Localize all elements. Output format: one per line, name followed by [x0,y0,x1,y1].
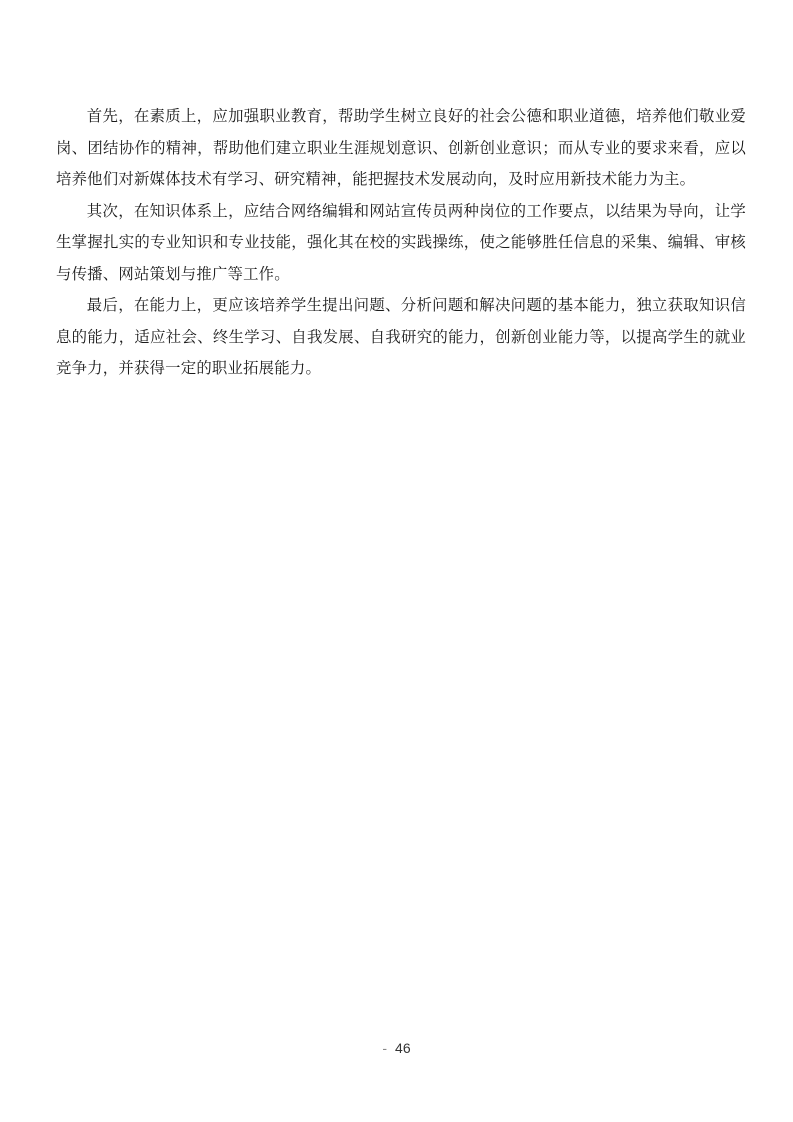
paragraph-ability: 最后，在能力上，更应该培养学生提出问题、分析问题和解决问题的基本能力，独立获取知识信息的能力，适应社会、终生学习、自我发展、自我研究的能力，创新创业能力等，以提高学生的就业竞争力，并获得一定的职业拓展能力。 [56,296,746,377]
paragraph-knowledge-system: 其次，在知识体系上，应结合网络编辑和网站宣传员两种岗位的工作要点，以结果为导向，让学生掌握扎实的专业知识和专业技能，强化其在校的实践操练，使之能够胜任信息的采集、编辑、审核与传播、网站策划与推广等工作。 [56,201,746,283]
paragraph-quality: 首先，在素质上，应加强职业教育，帮助学生树立良好的社会公德和职业道德，培养他们敬业爱岗、团结协作的精神，帮助他们建立职业生涯规划意识、创新创业意识；而从专业的要求来看，应以培养他们对新媒体技术有学习、研究精神，能把握技术发展动向，及时应用新技术能力为主。 [56,107,746,188]
footer-dash: - [382,1040,388,1056]
page-number: 46 [395,1040,411,1056]
body-text [56,101,746,385]
page-footer [0,1040,793,1056]
